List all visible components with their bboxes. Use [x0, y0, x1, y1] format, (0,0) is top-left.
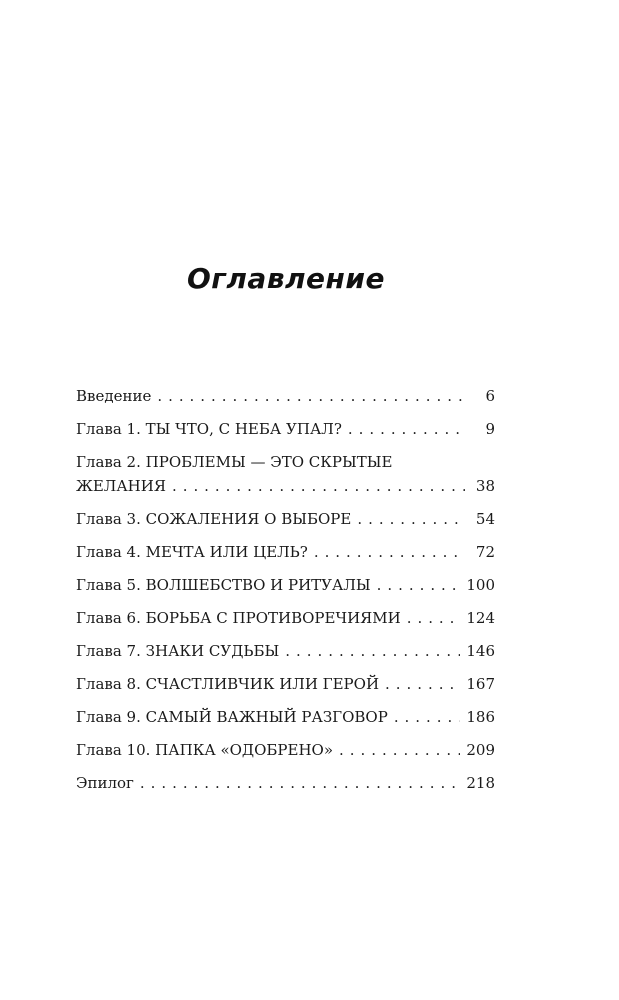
- dot-leader: [357, 507, 465, 531]
- toc-entry-page: 167: [466, 675, 495, 693]
- toc-entry-introduction: [76, 384, 495, 408]
- toc-entry-page: 9: [485, 420, 495, 438]
- dot-leader: [157, 384, 465, 408]
- toc-entry-page: 6: [485, 387, 495, 405]
- dot-leader: [314, 540, 465, 564]
- toc-entry-chapter-4: [76, 540, 495, 564]
- toc-entry-chapter-7: [76, 639, 495, 663]
- dot-leader: [285, 639, 460, 663]
- toc-entry-chapter-9: [76, 705, 495, 729]
- dot-leader: [140, 771, 460, 795]
- toc-entry-label-line-1: Глава 2. ПРОБЛЕМЫ — ЭТО СКРЫТЫЕ: [76, 453, 393, 471]
- toc-entry-label: Глава 4. МЕЧТА ИЛИ ЦЕЛЬ?: [76, 543, 308, 561]
- dot-leader: [385, 672, 460, 696]
- toc-entry-label: Глава 9. САМЫЙ ВАЖНЫЙ РАЗГОВОР: [76, 708, 388, 726]
- dot-leader: [348, 417, 465, 441]
- toc-entry-page: 72: [475, 543, 495, 561]
- toc-entry-label-line-2: ЖЕЛАНИЯ: [76, 477, 166, 495]
- toc-entry-page: 100: [466, 576, 495, 594]
- toc-entry-chapter-8: [76, 672, 495, 696]
- toc-list: [76, 384, 495, 804]
- dot-leader: [172, 474, 465, 498]
- toc-entry-page: 218: [466, 774, 495, 792]
- toc-entry-epilogue: [76, 771, 495, 795]
- toc-entry-label: Эпилог: [76, 774, 134, 792]
- toc-entry-page: 124: [466, 609, 495, 627]
- toc-entry-label: Глава 6. БОРЬБА С ПРОТИВОРЕЧИЯМИ: [76, 609, 401, 627]
- toc-entry-chapter-5: [76, 573, 495, 597]
- toc-entry-page: 209: [466, 741, 495, 759]
- toc-entry-chapter-3: [76, 507, 495, 531]
- toc-entry-page: 38: [475, 477, 495, 495]
- toc-entry-page: 186: [466, 708, 495, 726]
- toc-entry-page: 54: [475, 510, 495, 528]
- dot-leader: [339, 738, 460, 762]
- dot-leader: [407, 606, 461, 630]
- toc-entry-label: Глава 10. ПАПКА «ОДОБРЕНО»: [76, 741, 334, 759]
- dot-leader: [377, 573, 461, 597]
- toc-entry-chapter-6: [76, 606, 495, 630]
- toc-entry-chapter-10: [76, 738, 495, 762]
- toc-entry-chapter-2: [76, 450, 495, 498]
- toc-entry-label: Глава 8. СЧАСТЛИВЧИК ИЛИ ГЕРОЙ: [76, 675, 380, 693]
- toc-entry-label: Введение: [76, 387, 152, 405]
- toc-entry-page: 146: [466, 642, 495, 660]
- toc-entry-label: Глава 3. СОЖАЛЕНИЯ О ВЫБОРЕ: [76, 510, 352, 528]
- toc-entry-second-line: [76, 474, 495, 498]
- dot-leader: [394, 705, 461, 729]
- toc-entry-label: Глава 1. ТЫ ЧТО, С НЕБА УПАЛ?: [76, 420, 342, 438]
- toc-entry-chapter-1: [76, 417, 495, 441]
- toc-entry-label: Глава 5. ВОЛШЕБСТВО И РИТУАЛЫ: [76, 576, 371, 594]
- toc-entry-label: Глава 7. ЗНАКИ СУДЬБЫ: [76, 642, 280, 660]
- toc-title: Оглавление: [186, 262, 385, 295]
